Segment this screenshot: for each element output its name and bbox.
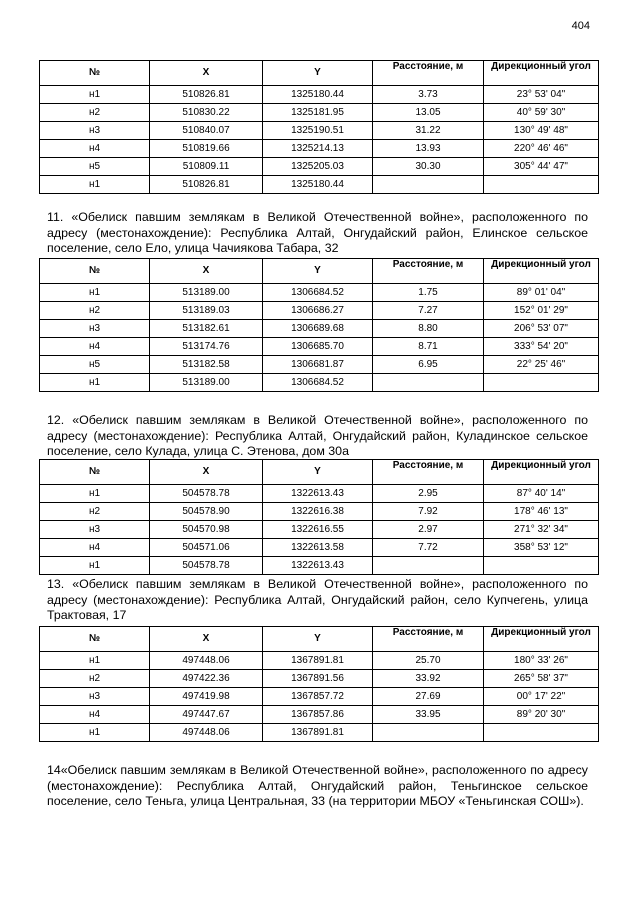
table-cell: 1322613.43 <box>263 485 373 503</box>
table-cell: 1306684.52 <box>263 284 373 302</box>
table-cell: н1 <box>40 86 150 104</box>
section-paragraph: 11. «Обелиск павшим землякам в Великой Отечественной войне», расположенного по адресу (местонахождение): Республика Алтай, Онгудайский район, Елинское сельское поселение, село Ело, улица Чачиякова Табара, 32 <box>47 210 588 255</box>
table-cell: н3 <box>40 320 150 338</box>
table-cell: 510809.11 <box>150 158 263 176</box>
table-cell: н1 <box>40 652 150 670</box>
table-cell: 1322616.38 <box>263 503 373 521</box>
table-cell <box>373 724 484 742</box>
table-cell: 7.27 <box>373 302 484 320</box>
table-cell: 497448.06 <box>150 724 263 742</box>
header-x: X <box>150 61 263 86</box>
table-cell: 265° 58' 37" <box>484 670 599 688</box>
table-cell: 1322613.43 <box>263 557 373 575</box>
table-cell: н1 <box>40 374 150 392</box>
table-cell: 1306689.68 <box>263 320 373 338</box>
header-number: № <box>40 627 150 652</box>
table-cell: н3 <box>40 122 150 140</box>
table-cell: 510826.81 <box>150 176 263 194</box>
table-row <box>40 724 599 742</box>
table-row <box>40 158 599 176</box>
table-cell: 8.80 <box>373 320 484 338</box>
table-cell: 152° 01' 29" <box>484 302 599 320</box>
header-x: X <box>150 627 263 652</box>
table-cell: н1 <box>40 284 150 302</box>
table-cell: 1322613.58 <box>263 539 373 557</box>
table-cell: 30.30 <box>373 158 484 176</box>
table-cell: 504578.78 <box>150 485 263 503</box>
table-cell: 1306684.52 <box>263 374 373 392</box>
table-cell: 1.75 <box>373 284 484 302</box>
table-cell: 513182.61 <box>150 320 263 338</box>
table-row <box>40 521 599 539</box>
table-cell: 00° 17' 22" <box>484 688 599 706</box>
table-cell: 2.95 <box>373 485 484 503</box>
table-cell: н1 <box>40 485 150 503</box>
table-cell: 1367857.86 <box>263 706 373 724</box>
table-cell: 1367857.72 <box>263 688 373 706</box>
table-cell: 1325205.03 <box>263 158 373 176</box>
coordinates-table <box>39 626 599 742</box>
table-cell <box>484 374 599 392</box>
table-cell: 1367891.56 <box>263 670 373 688</box>
table-cell: 504578.78 <box>150 557 263 575</box>
header-y: Y <box>263 259 373 284</box>
table-cell: 1325214.13 <box>263 140 373 158</box>
table-header-row <box>40 627 599 652</box>
table-cell: 1325181.95 <box>263 104 373 122</box>
table-cell: 130° 49' 48" <box>484 122 599 140</box>
table-row <box>40 140 599 158</box>
table-row <box>40 302 599 320</box>
table-cell <box>373 176 484 194</box>
header-x: X <box>150 460 263 485</box>
table-cell: 513189.03 <box>150 302 263 320</box>
table-cell: н4 <box>40 140 150 158</box>
section-paragraph: 14«Обелиск павшим землякам в Великой Отечественной войне», расположенного по адресу (местонахождение): Республика Алтай, Онгудайский район, Теньгинское сельское поселение, село Теньга, улица Центральная, 33 (на территории МБОУ «Теньгинская СОШ»). <box>47 763 588 808</box>
table-cell: 510819.66 <box>150 140 263 158</box>
table-cell: 33.95 <box>373 706 484 724</box>
table-cell: н1 <box>40 176 150 194</box>
table-cell: 504570.98 <box>150 521 263 539</box>
table-cell: 13.05 <box>373 104 484 122</box>
table-cell: 497422.36 <box>150 670 263 688</box>
table-cell: 513182.58 <box>150 356 263 374</box>
coordinates-table <box>39 258 599 392</box>
table-cell: 1322616.55 <box>263 521 373 539</box>
header-number: № <box>40 259 150 284</box>
table-cell: 1325180.44 <box>263 176 373 194</box>
table-row <box>40 706 599 724</box>
table-cell: н4 <box>40 706 150 724</box>
table-cell: н5 <box>40 356 150 374</box>
header-number: № <box>40 460 150 485</box>
header-x: X <box>150 259 263 284</box>
table-cell: 1325190.51 <box>263 122 373 140</box>
table-cell: 497419.98 <box>150 688 263 706</box>
table-row <box>40 557 599 575</box>
table-cell: 33.92 <box>373 670 484 688</box>
header-angle: Дирекционный угол <box>484 627 599 652</box>
table-cell: 22° 25' 46" <box>484 356 599 374</box>
table-cell <box>373 374 484 392</box>
table-cell: 6.95 <box>373 356 484 374</box>
table-cell: 220° 46' 46" <box>484 140 599 158</box>
table-cell: н2 <box>40 104 150 122</box>
table-cell: 1306681.87 <box>263 356 373 374</box>
table-cell: 31.22 <box>373 122 484 140</box>
table-header-row <box>40 61 599 86</box>
table-cell: 510840.07 <box>150 122 263 140</box>
table-cell: н1 <box>40 557 150 575</box>
table-row <box>40 652 599 670</box>
table-cell: н1 <box>40 724 150 742</box>
table-cell: 1367891.81 <box>263 652 373 670</box>
section-paragraph: 13. «Обелиск павшим землякам в Великой Отечественной войне», расположенного по адресу (местонахождение): Республика Алтай, Онгудайский район, село Купчегень, улица Трактовая, 17 <box>47 577 588 622</box>
header-distance: Расстояние, м <box>373 627 484 652</box>
table-cell: 25.70 <box>373 652 484 670</box>
table-row <box>40 122 599 140</box>
table-row <box>40 356 599 374</box>
table-cell: 178° 46' 13" <box>484 503 599 521</box>
table-cell: 497447.67 <box>150 706 263 724</box>
table-row <box>40 104 599 122</box>
header-y: Y <box>263 61 373 86</box>
table-row <box>40 86 599 104</box>
table-row <box>40 338 599 356</box>
header-y: Y <box>263 627 373 652</box>
table-cell: 333° 54' 20" <box>484 338 599 356</box>
table-cell: 504571.06 <box>150 539 263 557</box>
table-cell: 305° 44' 47" <box>484 158 599 176</box>
table-cell: 89° 01' 04" <box>484 284 599 302</box>
page-number: 404 <box>571 20 590 32</box>
table-row <box>40 670 599 688</box>
table-cell: 7.92 <box>373 503 484 521</box>
table-row <box>40 503 599 521</box>
table-cell: 206° 53' 07" <box>484 320 599 338</box>
table-cell: 89° 20' 30" <box>484 706 599 724</box>
table-header-row <box>40 460 599 485</box>
table-row <box>40 320 599 338</box>
table-cell: н2 <box>40 302 150 320</box>
table-cell: н5 <box>40 158 150 176</box>
section-paragraph: 12. «Обелиск павшим землякам в Великой Отечественной войне», расположенного по адресу (местонахождение): Республика Алтай, Онгудайский район, Куладинское сельское поселение, село Кулада, улица С. Этенова, дом 30а <box>47 413 588 458</box>
header-angle: Дирекционный угол <box>484 61 599 86</box>
table-row <box>40 374 599 392</box>
table-cell: 87° 40' 14" <box>484 485 599 503</box>
table-cell: 510826.81 <box>150 86 263 104</box>
table-cell: 180° 33' 26" <box>484 652 599 670</box>
header-angle: Дирекционный угол <box>484 460 599 485</box>
header-distance: Расстояние, м <box>373 460 484 485</box>
table-header-row <box>40 259 599 284</box>
table-cell: 23° 53' 04" <box>484 86 599 104</box>
table-cell <box>484 724 599 742</box>
table-cell: 3.73 <box>373 86 484 104</box>
table-cell <box>373 557 484 575</box>
table-cell: 2.97 <box>373 521 484 539</box>
table-row <box>40 284 599 302</box>
table-cell: 8.71 <box>373 338 484 356</box>
coordinates-table <box>39 459 599 575</box>
header-number: № <box>40 61 150 86</box>
table-cell: 1325180.44 <box>263 86 373 104</box>
table-cell: 7.72 <box>373 539 484 557</box>
table-cell: н2 <box>40 670 150 688</box>
header-distance: Расстояние, м <box>373 61 484 86</box>
table-cell: 1306686.27 <box>263 302 373 320</box>
table-cell <box>484 557 599 575</box>
table-cell: 504578.90 <box>150 503 263 521</box>
table-row <box>40 485 599 503</box>
table-cell: 358° 53' 12" <box>484 539 599 557</box>
table-cell: 497448.06 <box>150 652 263 670</box>
table-cell: 1306685.70 <box>263 338 373 356</box>
table-cell: 40° 59' 30" <box>484 104 599 122</box>
table-cell: 1367891.81 <box>263 724 373 742</box>
table-cell: н3 <box>40 688 150 706</box>
table-row <box>40 688 599 706</box>
table-cell: н4 <box>40 338 150 356</box>
table-cell: н2 <box>40 503 150 521</box>
table-cell: 271° 32' 34" <box>484 521 599 539</box>
table-cell: н4 <box>40 539 150 557</box>
table-cell: 13.93 <box>373 140 484 158</box>
table-cell: 513189.00 <box>150 284 263 302</box>
table-cell: 510830.22 <box>150 104 263 122</box>
table-cell: 513189.00 <box>150 374 263 392</box>
coordinates-table <box>39 60 599 194</box>
table-cell: н3 <box>40 521 150 539</box>
table-cell <box>484 176 599 194</box>
table-row <box>40 176 599 194</box>
header-y: Y <box>263 460 373 485</box>
header-angle: Дирекционный угол <box>484 259 599 284</box>
table-cell: 513174.76 <box>150 338 263 356</box>
table-row <box>40 539 599 557</box>
header-distance: Расстояние, м <box>373 259 484 284</box>
table-cell: 27.69 <box>373 688 484 706</box>
